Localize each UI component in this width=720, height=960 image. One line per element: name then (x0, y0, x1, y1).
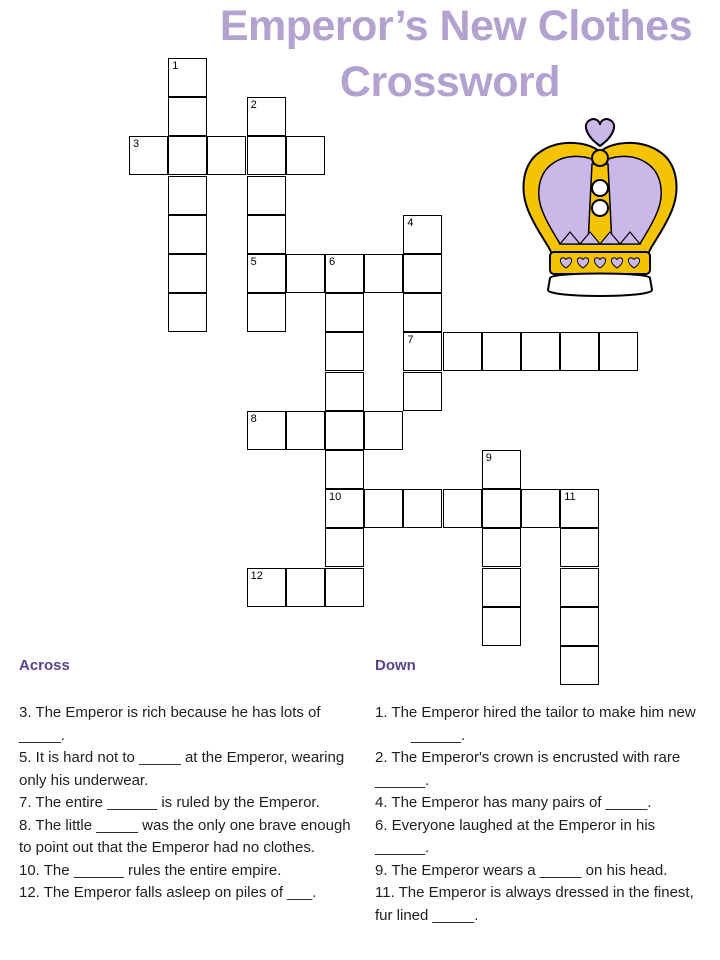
clue-number: 1 (172, 60, 179, 72)
crossword-cell[interactable] (364, 489, 403, 528)
crossword-cell[interactable] (403, 215, 442, 254)
across-clue: 7. The entire ______ is ruled by the Emperor. (19, 794, 320, 811)
crossword-cell[interactable] (560, 568, 599, 607)
crossword-cell[interactable] (325, 489, 364, 528)
across-clue: 12. The Emperor falls asleep on piles of ___. (19, 884, 317, 901)
crossword-cell[interactable] (325, 372, 364, 411)
crossword-cell[interactable] (521, 332, 560, 371)
clue-number: 3 (133, 138, 140, 151)
crossword-cell[interactable] (168, 176, 207, 215)
across-heading: Across (19, 657, 70, 674)
down-clue: 2. The Emperor's crown is encrusted with rare ______. (375, 749, 681, 789)
crown-icon (520, 112, 680, 302)
crossword-cell[interactable] (168, 97, 207, 136)
crossword-cell[interactable] (168, 215, 207, 254)
crossword-cell[interactable] (443, 489, 482, 528)
crossword-cell[interactable] (403, 489, 442, 528)
crossword-cell[interactable] (325, 293, 364, 332)
crossword-cell[interactable] (325, 568, 364, 607)
crossword-cell[interactable] (325, 332, 364, 371)
clue-number: 7 (407, 334, 414, 347)
crossword-cell[interactable] (247, 568, 286, 607)
crossword-cell[interactable] (403, 372, 442, 411)
down-clue: 11. The Emperor is always dressed in the finest, fur lined _____. (375, 884, 694, 924)
crossword-cell[interactable] (247, 97, 286, 136)
crossword-cell[interactable] (247, 293, 286, 332)
crossword-cell[interactable] (560, 528, 599, 567)
crossword-cell[interactable] (286, 136, 325, 175)
crossword-cell[interactable] (443, 332, 482, 371)
down-clue: 4. The Emperor has many pairs of _____. (375, 794, 652, 811)
clue-number: 6 (329, 256, 336, 268)
crossword-cell[interactable] (560, 607, 599, 646)
crown-heart-icon (586, 119, 614, 146)
clue-number: 12 (250, 569, 263, 582)
crossword-cell[interactable] (168, 58, 207, 97)
crossword-cell[interactable] (482, 450, 521, 489)
crossword-cell[interactable] (403, 332, 442, 371)
down-heading: Down (375, 657, 416, 674)
crossword-cell[interactable] (247, 215, 286, 254)
crossword-cell[interactable] (560, 489, 599, 528)
crossword-cell[interactable] (482, 528, 521, 567)
crossword-cell[interactable] (168, 136, 207, 175)
across-clue: 8. The little _____ was the only one brave enough to point out that the Emperor had no clothes. (19, 816, 351, 856)
clue-number: 8 (250, 412, 257, 425)
across-clue: 3. The Emperor is rich because he has lots of _____. (19, 704, 321, 744)
clue-number: 11 (564, 491, 576, 504)
crossword-cell[interactable] (403, 293, 442, 332)
crossword-cell[interactable] (286, 411, 325, 450)
crossword-cell[interactable] (247, 254, 286, 293)
clue-number: 5 (250, 256, 257, 268)
page-subtitle: Crossword (339, 58, 560, 106)
clue-number: 9 (485, 452, 492, 464)
down-clue: 9. The Emperor wears a _____ on his head. (375, 861, 668, 879)
down-clue-list (375, 702, 710, 927)
crossword-cell[interactable] (364, 411, 403, 450)
crossword-cell[interactable] (286, 568, 325, 607)
across-clue: 5. It is hard not to _____ at the Emperor, wearing only his underwear. (19, 749, 345, 789)
crossword-cell[interactable] (482, 489, 521, 528)
crossword-cell[interactable] (482, 568, 521, 607)
crossword-cell[interactable] (247, 176, 286, 215)
crossword-cell[interactable] (560, 332, 599, 371)
clue-number: 4 (407, 216, 414, 229)
crossword-cell[interactable] (247, 136, 286, 175)
crossword-cell[interactable] (521, 489, 560, 528)
crossword-cell[interactable] (482, 332, 521, 371)
crossword-cell[interactable] (325, 528, 364, 567)
across-clue-list (19, 702, 359, 905)
crossword-cell[interactable] (325, 450, 364, 489)
crossword-cell[interactable] (129, 136, 168, 175)
crossword-cell[interactable] (168, 254, 207, 293)
crossword-cell[interactable] (207, 136, 246, 175)
crossword-cell[interactable] (168, 293, 207, 332)
crossword-cell[interactable] (560, 646, 599, 685)
crossword-cell[interactable] (403, 254, 442, 293)
crossword-cell[interactable] (286, 254, 325, 293)
crossword-cell[interactable] (325, 411, 364, 450)
crossword-cell[interactable] (247, 411, 286, 450)
clue-number: 2 (250, 99, 257, 112)
across-clue: 10. The ______ rules the entire empire. (19, 861, 282, 879)
crossword-cell[interactable] (325, 254, 364, 293)
crossword-cell[interactable] (482, 607, 521, 646)
clue-number: 10 (329, 491, 342, 504)
down-clue: 6. Everyone laughed at the Emperor in his ______. (375, 816, 656, 856)
page-title: Emperor’s New Clothes (219, 2, 692, 50)
crossword-cell[interactable] (599, 332, 638, 371)
crossword-cell[interactable] (364, 254, 403, 293)
down-clue: 1. The Emperor hired the tailor to make him new ______. (375, 704, 696, 744)
